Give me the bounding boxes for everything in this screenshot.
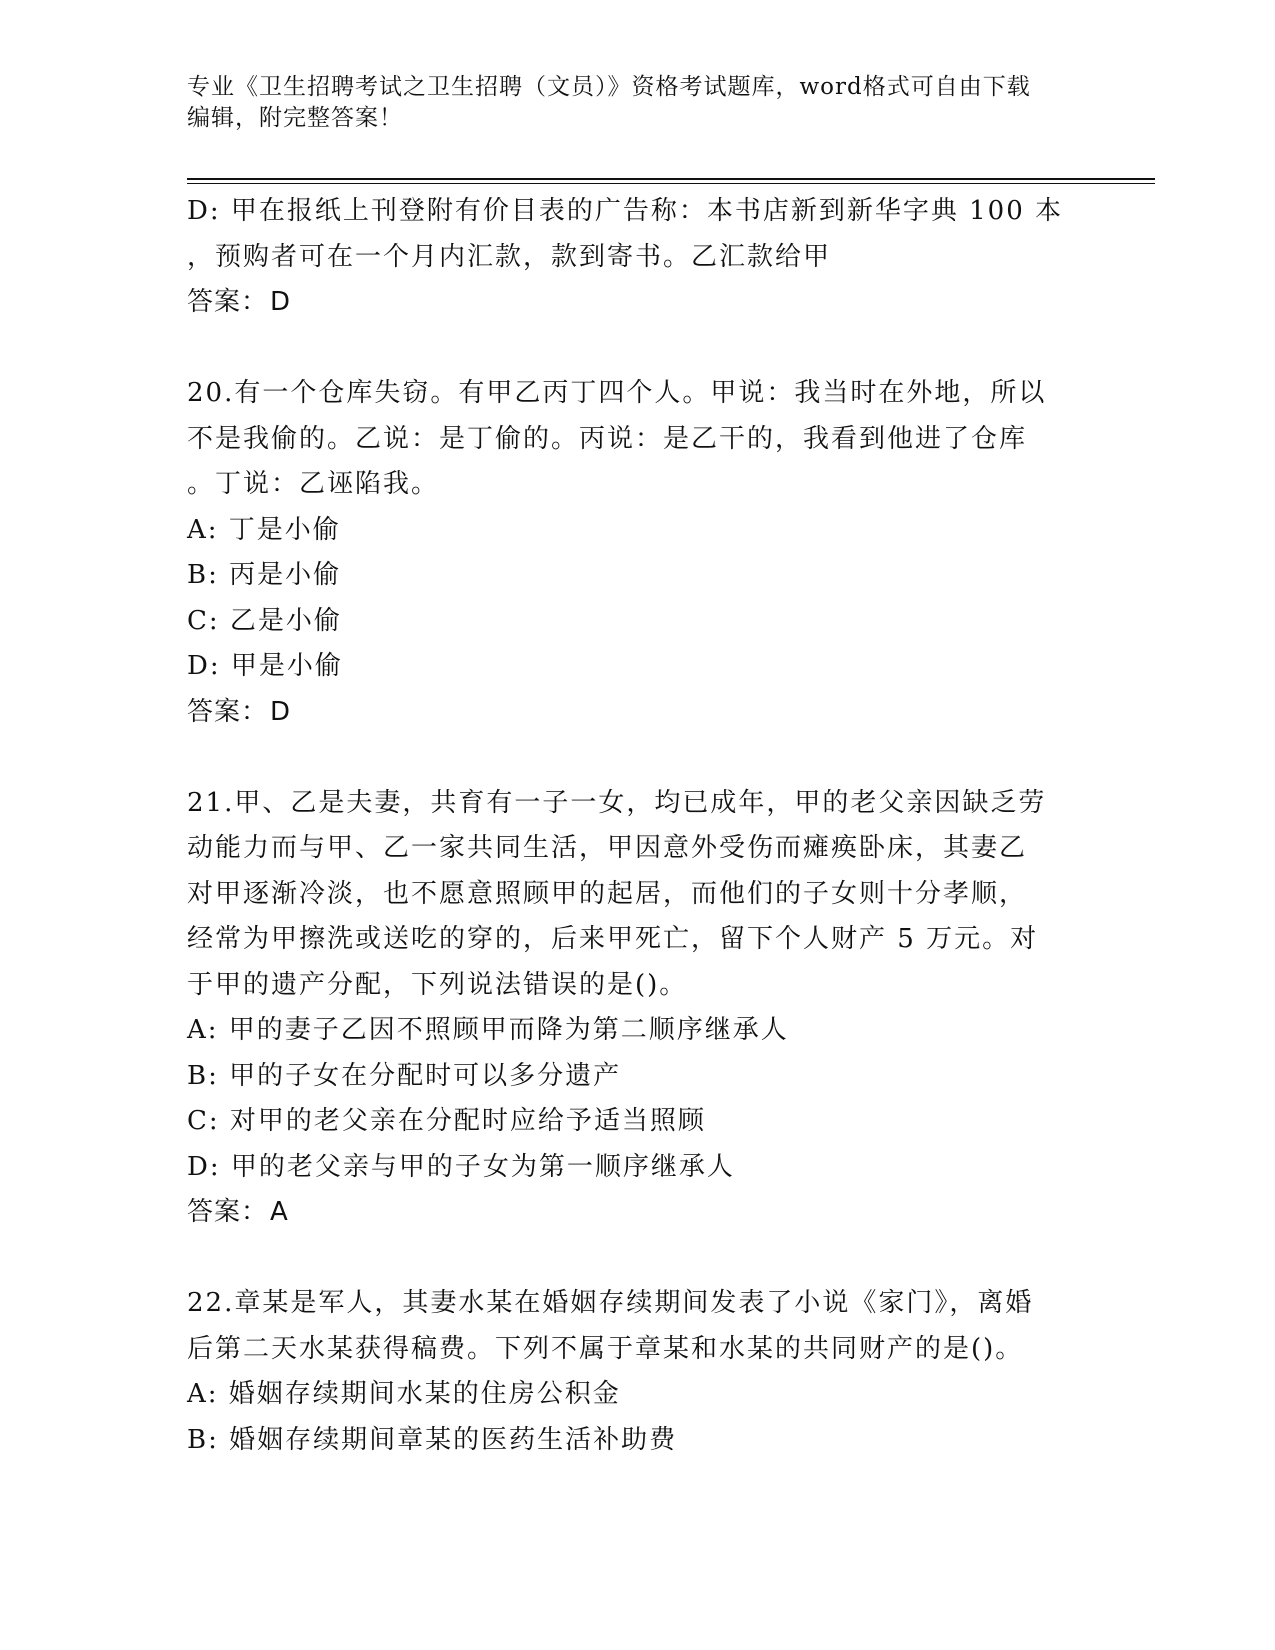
- question-20: [187, 371, 1087, 735]
- spacer: [187, 735, 1087, 781]
- spacer: [187, 326, 1087, 372]
- prev-question-block: [187, 189, 1087, 326]
- header-rule-thin: [187, 183, 1155, 184]
- answer-label: 答案：: [187, 696, 269, 727]
- question-stem-line: 于甲的遗产分配，下列说法错误的是()。: [187, 969, 688, 1000]
- question-stem-line: 22.章某是军人，其妻水某在婚姻存续期间发表了小说《家门》，离婚: [187, 1288, 1034, 1318]
- answer-value: A: [270, 1197, 289, 1227]
- question-stem-line: 后第二天水某获得稿费。下列不属于章某和水某的共同财产的是()。: [187, 1333, 1024, 1364]
- option-d: D: 甲在报纸上刊登附有价目表的广告称：本书店新到新华字典 100 本: [187, 196, 1064, 226]
- option-a: A: 甲的妻子乙因不照顾甲而降为第二顺序继承人: [187, 1015, 789, 1045]
- spacer: [187, 1236, 1087, 1282]
- question-stem-line: 20.有一个仓库失窃。有甲乙丙丁四个人。甲说：我当时在外地，所以: [187, 378, 1047, 408]
- answer-line: [187, 280, 1087, 326]
- option-d-continued: ，预购者可在一个月内汇款，款到寄书。乙汇款给甲: [187, 241, 832, 272]
- answer-label: 答案：: [187, 1197, 269, 1227]
- header-rule-thick: [187, 178, 1155, 180]
- option-b: B: 婚姻存续期间章某的医药生活补助费: [187, 1424, 678, 1455]
- option-a: A: 丁是小偷: [187, 514, 341, 545]
- question-stem-line: 。丁说：乙诬陷我。: [187, 469, 440, 499]
- answer-value: D: [270, 287, 292, 317]
- question-stem-line: 对甲逐渐冷淡，也不愿意照顾甲的起居，而他们的子女则十分孝顺，: [187, 878, 1028, 909]
- question-content: [187, 189, 1087, 1463]
- question-stem-line: 21.甲、乙是夫妻，共育有一子一女，均已成年，甲的老父亲因缺乏劳: [187, 787, 1047, 818]
- question-stem-line: 不是我偷的。乙说：是丁偷的。丙说：是乙干的，我看到他进了仓库: [187, 423, 1028, 454]
- option-c: C: 乙是小偷: [187, 605, 342, 636]
- answer-line: [187, 690, 1087, 736]
- option-d: D: 甲的老父亲与甲的子女为第一顺序继承人: [187, 1151, 735, 1182]
- answer-value: D: [270, 696, 292, 727]
- header-line-2: 编辑，附完整答案！: [187, 105, 403, 131]
- answer-label: 答案：: [187, 287, 269, 317]
- question-stem-line: 经常为甲擦洗或送吃的穿的，后来甲死亡，留下个人财产 5 万元。对: [187, 924, 1039, 954]
- question-22: [187, 1281, 1087, 1463]
- option-c: C: 对甲的老父亲在分配时应给予适当照顾: [187, 1106, 706, 1136]
- answer-line: [187, 1190, 1087, 1236]
- option-b: B: 甲的子女在分配时可以多分遗产: [187, 1060, 622, 1091]
- question-21: [187, 781, 1087, 1236]
- option-d: D: 甲是小偷: [187, 651, 343, 681]
- header-line-1: 专业《卫生招聘考试之卫生招聘（文员）》资格考试题库，word格式可自由下载: [187, 74, 1031, 100]
- option-a: A: 婚姻存续期间水某的住房公积金: [187, 1379, 621, 1409]
- document-header: [187, 72, 1087, 134]
- question-stem-line: 动能力而与甲、乙一家共同生活，甲因意外受伤而瘫痪卧床，其妻乙: [187, 833, 1028, 863]
- option-b: B: 丙是小偷: [187, 560, 342, 590]
